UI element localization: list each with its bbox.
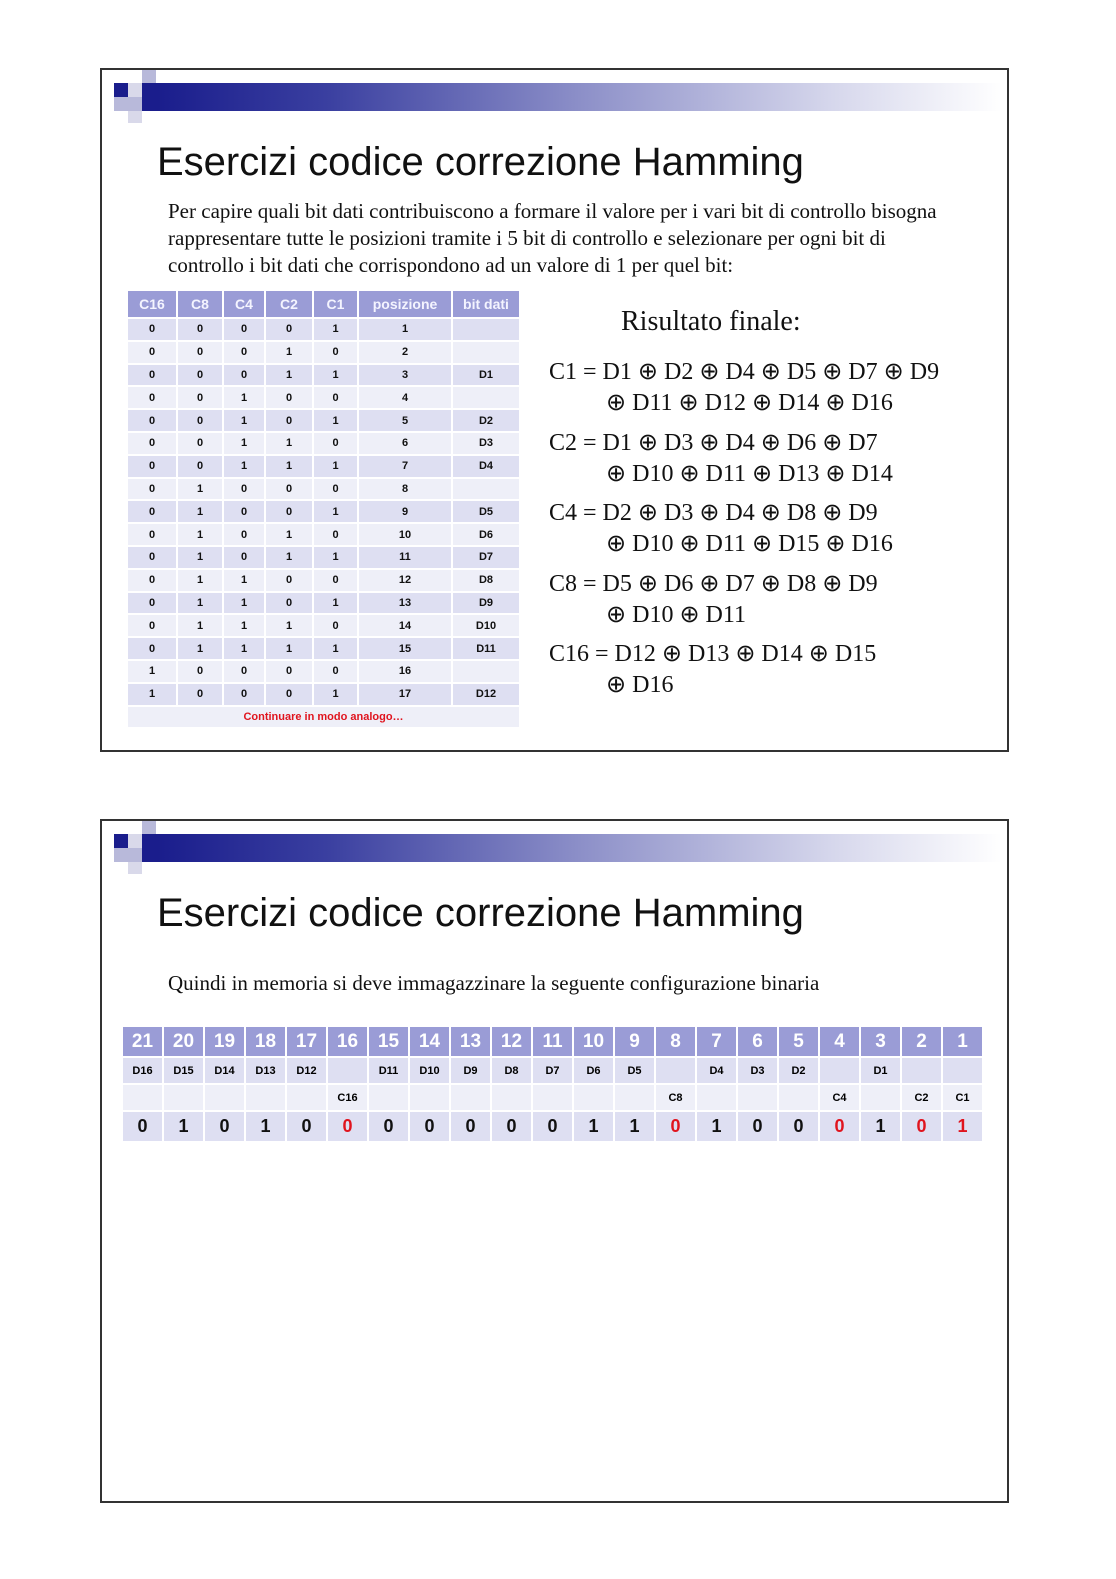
table-cell: 1 xyxy=(266,365,312,386)
table-cell xyxy=(453,479,519,500)
bit-value-cell: 0 xyxy=(902,1112,941,1141)
table-cell: 13 xyxy=(359,593,451,614)
position-cell: 11 xyxy=(533,1027,572,1056)
control-bit-cell xyxy=(246,1085,285,1110)
table-cell: 0 xyxy=(178,387,222,408)
table-cell: 1 xyxy=(314,319,357,340)
data-bit-cell: D6 xyxy=(574,1058,613,1083)
table-cell: 0 xyxy=(128,387,176,408)
position-cell: 9 xyxy=(615,1027,654,1056)
data-bit-cell xyxy=(943,1058,982,1083)
decor-square xyxy=(128,111,142,123)
table-cell: 1 xyxy=(224,593,264,614)
table-cell: 1 xyxy=(266,433,312,454)
control-bit-cell xyxy=(369,1085,408,1110)
table-cell: 0 xyxy=(178,410,222,431)
equation-c1 xyxy=(549,357,939,419)
table-cell: 1 xyxy=(128,684,176,705)
equation-line: C1 = D1 ⊕ D2 ⊕ D4 ⊕ D5 ⊕ D7 ⊕ D9 xyxy=(549,359,940,385)
control-bit-cell xyxy=(533,1085,572,1110)
table-cell: 0 xyxy=(314,479,357,500)
table-row xyxy=(128,524,519,545)
table-cell: 0 xyxy=(178,319,222,340)
control-bit-cell xyxy=(779,1085,818,1110)
table-cell: 0 xyxy=(224,479,264,500)
table-cell: D6 xyxy=(453,524,519,545)
data-bit-cell xyxy=(328,1058,367,1083)
table-cell: 9 xyxy=(359,501,451,522)
table-cell: 0 xyxy=(224,342,264,363)
table-cell: 2 xyxy=(359,342,451,363)
position-cell: 7 xyxy=(697,1027,736,1056)
bit-value-cell: 1 xyxy=(246,1112,285,1141)
table-cell: 17 xyxy=(359,684,451,705)
intro-paragraph: Per capire quali bit dati contribuiscono a formare il valore per i vari bit di controllo bisogna rappresentare tutte le posizioni tramite i 5 bit di controllo e selezionare per ogni bit di controllo i bit dati che corrispondono ad un valore di 1 per quel bit: xyxy=(168,199,937,277)
control-bit-cell xyxy=(697,1085,736,1110)
table-note: Continuare in modo analogo… xyxy=(128,707,519,728)
table-cell: 0 xyxy=(314,342,357,363)
table-cell: D12 xyxy=(453,684,519,705)
table-row xyxy=(128,615,519,636)
header-banner xyxy=(157,834,1002,862)
table-cell: 1 xyxy=(178,570,222,591)
position-cell: 14 xyxy=(410,1027,449,1056)
control-bit-cell: C16 xyxy=(328,1085,367,1110)
table-cell: 0 xyxy=(128,456,176,477)
bit-value-cell: 1 xyxy=(697,1112,736,1141)
table-row xyxy=(128,410,519,431)
equation-line: C16 = D12 ⊕ D13 ⊕ D14 ⊕ D15 xyxy=(549,641,877,667)
position-cell: 4 xyxy=(820,1027,859,1056)
bit-value-cell: 1 xyxy=(574,1112,613,1141)
table-cell: 14 xyxy=(359,615,451,636)
intro-paragraph: Quindi in memoria si deve immagazzinare la seguente configurazione binaria xyxy=(168,971,820,995)
bit-value-cell: 0 xyxy=(820,1112,859,1141)
slide-title: Esercizi codice correzione Hamming xyxy=(157,140,804,184)
table-row xyxy=(128,501,519,522)
control-bit-cell: C2 xyxy=(902,1085,941,1110)
data-bit-cell xyxy=(902,1058,941,1083)
control-bit-row xyxy=(123,1085,982,1110)
table-cell: 3 xyxy=(359,365,451,386)
bit-value-cell: 0 xyxy=(123,1112,162,1141)
position-cell: 21 xyxy=(123,1027,162,1056)
binary-configuration-table xyxy=(121,1025,984,1143)
table-cell: 0 xyxy=(266,684,312,705)
decor-square xyxy=(142,70,156,83)
table-row xyxy=(128,570,519,591)
table-note-row xyxy=(128,707,519,728)
col-header: C4 xyxy=(224,291,264,317)
equation-c16 xyxy=(549,639,876,701)
table-cell: 0 xyxy=(266,387,312,408)
data-bit-cell: D4 xyxy=(697,1058,736,1083)
table-cell: 0 xyxy=(178,661,222,682)
bit-value-cell: 0 xyxy=(287,1112,326,1141)
table-cell: D8 xyxy=(453,570,519,591)
decor-square xyxy=(128,83,142,97)
table-cell: 1 xyxy=(314,365,357,386)
position-cell: 5 xyxy=(779,1027,818,1056)
position-cell: 6 xyxy=(738,1027,777,1056)
position-row xyxy=(123,1027,982,1056)
control-bit-cell xyxy=(287,1085,326,1110)
table-cell: 1 xyxy=(224,638,264,659)
position-cell: 3 xyxy=(861,1027,900,1056)
col-header: posizione xyxy=(359,291,451,317)
bit-value-cell: 0 xyxy=(656,1112,695,1141)
table-cell: 1 xyxy=(178,638,222,659)
control-bit-cell xyxy=(123,1085,162,1110)
position-cell: 2 xyxy=(902,1027,941,1056)
table-cell: 0 xyxy=(128,319,176,340)
control-bit-cell: C8 xyxy=(656,1085,695,1110)
table-cell: 1 xyxy=(266,615,312,636)
table-cell: 5 xyxy=(359,410,451,431)
data-bit-cell: D11 xyxy=(369,1058,408,1083)
table-row xyxy=(128,661,519,682)
table-cell: 1 xyxy=(266,456,312,477)
table-cell: D5 xyxy=(453,501,519,522)
table-cell: 0 xyxy=(128,593,176,614)
table-cell: 7 xyxy=(359,456,451,477)
table-cell: 0 xyxy=(266,479,312,500)
equation-line: C8 = D5 ⊕ D6 ⊕ D7 ⊕ D8 ⊕ D9 xyxy=(549,571,878,597)
table-cell: 0 xyxy=(128,433,176,454)
slide-1 xyxy=(100,68,1009,752)
table-cell: 0 xyxy=(266,593,312,614)
decor-square xyxy=(142,834,157,862)
table-cell: 0 xyxy=(314,387,357,408)
table-cell xyxy=(453,387,519,408)
table-cell: 1 xyxy=(266,638,312,659)
table-cell: 1 xyxy=(178,547,222,568)
table-cell: 12 xyxy=(359,570,451,591)
table-cell: 0 xyxy=(128,547,176,568)
bit-value-row xyxy=(123,1112,982,1141)
control-bit-cell xyxy=(738,1085,777,1110)
table-cell: 1 xyxy=(128,661,176,682)
col-header: C1 xyxy=(314,291,357,317)
bit-value-cell: 0 xyxy=(328,1112,367,1141)
col-header: bit dati xyxy=(453,291,519,317)
table-cell: 1 xyxy=(224,570,264,591)
table-row xyxy=(128,479,519,500)
table-cell: 0 xyxy=(224,684,264,705)
table-cell: 1 xyxy=(224,615,264,636)
bit-value-cell: 1 xyxy=(861,1112,900,1141)
data-bit-cell: D12 xyxy=(287,1058,326,1083)
table-row xyxy=(128,593,519,614)
position-cell: 20 xyxy=(164,1027,203,1056)
table-cell: 1 xyxy=(266,547,312,568)
table-cell: 15 xyxy=(359,638,451,659)
table-cell xyxy=(453,342,519,363)
table-cell: 16 xyxy=(359,661,451,682)
bit-value-cell: 0 xyxy=(410,1112,449,1141)
data-bit-cell: D3 xyxy=(738,1058,777,1083)
position-cell: 16 xyxy=(328,1027,367,1056)
table-cell: 1 xyxy=(266,342,312,363)
table-cell xyxy=(453,661,519,682)
table-cell: 0 xyxy=(128,570,176,591)
table-row xyxy=(128,387,519,408)
decor-square xyxy=(128,848,142,862)
table-cell: 0 xyxy=(128,479,176,500)
table-cell: 0 xyxy=(178,684,222,705)
equation-c4 xyxy=(549,498,893,560)
table-cell: D4 xyxy=(453,456,519,477)
table-cell: 0 xyxy=(128,524,176,545)
control-bit-cell xyxy=(492,1085,531,1110)
table-cell: 8 xyxy=(359,479,451,500)
table-row xyxy=(128,319,519,340)
table-cell: D10 xyxy=(453,615,519,636)
table-cell: 1 xyxy=(314,638,357,659)
position-cell: 18 xyxy=(246,1027,285,1056)
table-cell: 1 xyxy=(314,684,357,705)
table-row xyxy=(128,684,519,705)
table-cell: 1 xyxy=(178,524,222,545)
control-bit-cell xyxy=(861,1085,900,1110)
control-bit-cell: C1 xyxy=(943,1085,982,1110)
equation-line: ⊕ D10 ⊕ D11 xyxy=(606,602,746,628)
table-cell: 0 xyxy=(224,319,264,340)
table-cell: 0 xyxy=(314,524,357,545)
table-row xyxy=(128,456,519,477)
decor-square xyxy=(128,862,142,874)
table-cell: 0 xyxy=(128,615,176,636)
data-bit-cell: D7 xyxy=(533,1058,572,1083)
control-bit-cell: C4 xyxy=(820,1085,859,1110)
decor-square xyxy=(128,834,142,848)
slide-title: Esercizi codice correzione Hamming xyxy=(157,891,804,935)
bit-value-cell: 0 xyxy=(779,1112,818,1141)
table-cell: D9 xyxy=(453,593,519,614)
equation-line: C2 = D1 ⊕ D3 ⊕ D4 ⊕ D6 ⊕ D7 xyxy=(549,430,878,456)
data-bit-cell xyxy=(656,1058,695,1083)
position-cell: 8 xyxy=(656,1027,695,1056)
table-cell: 0 xyxy=(224,547,264,568)
table-cell: 0 xyxy=(224,524,264,545)
data-bit-cell: D5 xyxy=(615,1058,654,1083)
table-cell: 0 xyxy=(128,342,176,363)
table-cell xyxy=(453,319,519,340)
table-cell: D1 xyxy=(453,365,519,386)
data-bit-row xyxy=(123,1058,982,1083)
table-cell: 0 xyxy=(178,342,222,363)
table-cell: 0 xyxy=(224,661,264,682)
equation-line: C4 = D2 ⊕ D3 ⊕ D4 ⊕ D8 ⊕ D9 xyxy=(549,500,878,526)
table-cell: 0 xyxy=(266,319,312,340)
slide-2 xyxy=(100,819,1009,1503)
table-cell: 0 xyxy=(224,501,264,522)
table-cell: 0 xyxy=(266,570,312,591)
table-cell: 1 xyxy=(178,593,222,614)
position-cell: 13 xyxy=(451,1027,490,1056)
data-bit-cell: D15 xyxy=(164,1058,203,1083)
table-cell: 0 xyxy=(128,638,176,659)
bit-value-cell: 1 xyxy=(164,1112,203,1141)
table-cell: 1 xyxy=(314,456,357,477)
table-cell: 0 xyxy=(224,365,264,386)
decor-square xyxy=(142,821,156,834)
table-row xyxy=(128,365,519,386)
data-bit-cell: D1 xyxy=(861,1058,900,1083)
bit-value-cell: 0 xyxy=(369,1112,408,1141)
data-bit-cell: D8 xyxy=(492,1058,531,1083)
bit-value-cell: 0 xyxy=(492,1112,531,1141)
table-cell: 1 xyxy=(314,547,357,568)
table-cell: D7 xyxy=(453,547,519,568)
bit-value-cell: 1 xyxy=(943,1112,982,1141)
table-cell: 0 xyxy=(178,456,222,477)
control-bit-cell xyxy=(410,1085,449,1110)
control-bit-cell xyxy=(574,1085,613,1110)
table-cell: 0 xyxy=(314,570,357,591)
table-cell: 0 xyxy=(178,365,222,386)
result-title: Risultato finale: xyxy=(621,306,801,337)
equation-line: ⊕ D10 ⊕ D11 ⊕ D13 ⊕ D14 xyxy=(606,461,893,487)
table-cell: 1 xyxy=(224,387,264,408)
position-cell: 19 xyxy=(205,1027,244,1056)
bit-value-cell: 0 xyxy=(533,1112,572,1141)
table-cell: D2 xyxy=(453,410,519,431)
control-bit-cell xyxy=(205,1085,244,1110)
table-cell: 1 xyxy=(224,433,264,454)
decor-square xyxy=(114,83,128,97)
table-cell: 1 xyxy=(224,456,264,477)
table-cell: 1 xyxy=(314,593,357,614)
table-cell: 0 xyxy=(266,410,312,431)
data-bit-cell: D10 xyxy=(410,1058,449,1083)
data-bit-cell: D16 xyxy=(123,1058,162,1083)
position-cell: 12 xyxy=(492,1027,531,1056)
decor-square xyxy=(142,83,157,111)
position-cell: 15 xyxy=(369,1027,408,1056)
equation-line: ⊕ D16 xyxy=(606,672,674,698)
decor-square xyxy=(114,97,128,111)
bit-value-cell: 0 xyxy=(738,1112,777,1141)
bit-value-cell: 0 xyxy=(451,1112,490,1141)
table-cell: 1 xyxy=(224,410,264,431)
table-row xyxy=(128,638,519,659)
table-cell: 0 xyxy=(128,410,176,431)
control-bit-cell xyxy=(615,1085,654,1110)
header-banner xyxy=(157,83,1002,111)
table-cell: 1 xyxy=(178,615,222,636)
position-cell: 17 xyxy=(287,1027,326,1056)
table-row xyxy=(128,547,519,568)
position-table xyxy=(126,289,521,729)
table-cell: 11 xyxy=(359,547,451,568)
control-bit-cell xyxy=(164,1085,203,1110)
data-bit-cell: D9 xyxy=(451,1058,490,1083)
table-cell: 6 xyxy=(359,433,451,454)
table-cell: 0 xyxy=(128,501,176,522)
table-cell: 0 xyxy=(266,501,312,522)
bit-value-cell: 0 xyxy=(205,1112,244,1141)
table-cell: 1 xyxy=(314,410,357,431)
equation-line: ⊕ D11 ⊕ D12 ⊕ D14 ⊕ D16 xyxy=(606,390,893,416)
table-cell: 1 xyxy=(314,501,357,522)
decor-square xyxy=(128,97,142,111)
table-cell: D3 xyxy=(453,433,519,454)
decor-square xyxy=(114,848,128,862)
table-row xyxy=(128,342,519,363)
table-cell: 0 xyxy=(128,365,176,386)
table-cell: 1 xyxy=(178,479,222,500)
col-header: C16 xyxy=(128,291,176,317)
table-cell: 0 xyxy=(178,433,222,454)
table-cell: 10 xyxy=(359,524,451,545)
bit-value-cell: 1 xyxy=(615,1112,654,1141)
equation-c8 xyxy=(549,569,878,631)
table-cell: 1 xyxy=(359,319,451,340)
table-cell: 1 xyxy=(178,501,222,522)
data-bit-cell: D2 xyxy=(779,1058,818,1083)
equation-line: ⊕ D10 ⊕ D11 ⊕ D15 ⊕ D16 xyxy=(606,531,893,557)
data-bit-cell: D13 xyxy=(246,1058,285,1083)
data-bit-cell xyxy=(820,1058,859,1083)
table-cell: 0 xyxy=(314,615,357,636)
position-cell: 10 xyxy=(574,1027,613,1056)
table-cell: 0 xyxy=(266,661,312,682)
table-cell: D11 xyxy=(453,638,519,659)
control-bit-cell xyxy=(451,1085,490,1110)
data-bit-cell: D14 xyxy=(205,1058,244,1083)
table-cell: 0 xyxy=(314,661,357,682)
table-cell: 4 xyxy=(359,387,451,408)
equation-c2 xyxy=(549,428,893,490)
table-cell: 0 xyxy=(314,433,357,454)
col-header: C8 xyxy=(178,291,222,317)
decor-square xyxy=(114,834,128,848)
col-header: C2 xyxy=(266,291,312,317)
table-row xyxy=(128,433,519,454)
position-cell: 1 xyxy=(943,1027,982,1056)
table-cell: 1 xyxy=(266,524,312,545)
